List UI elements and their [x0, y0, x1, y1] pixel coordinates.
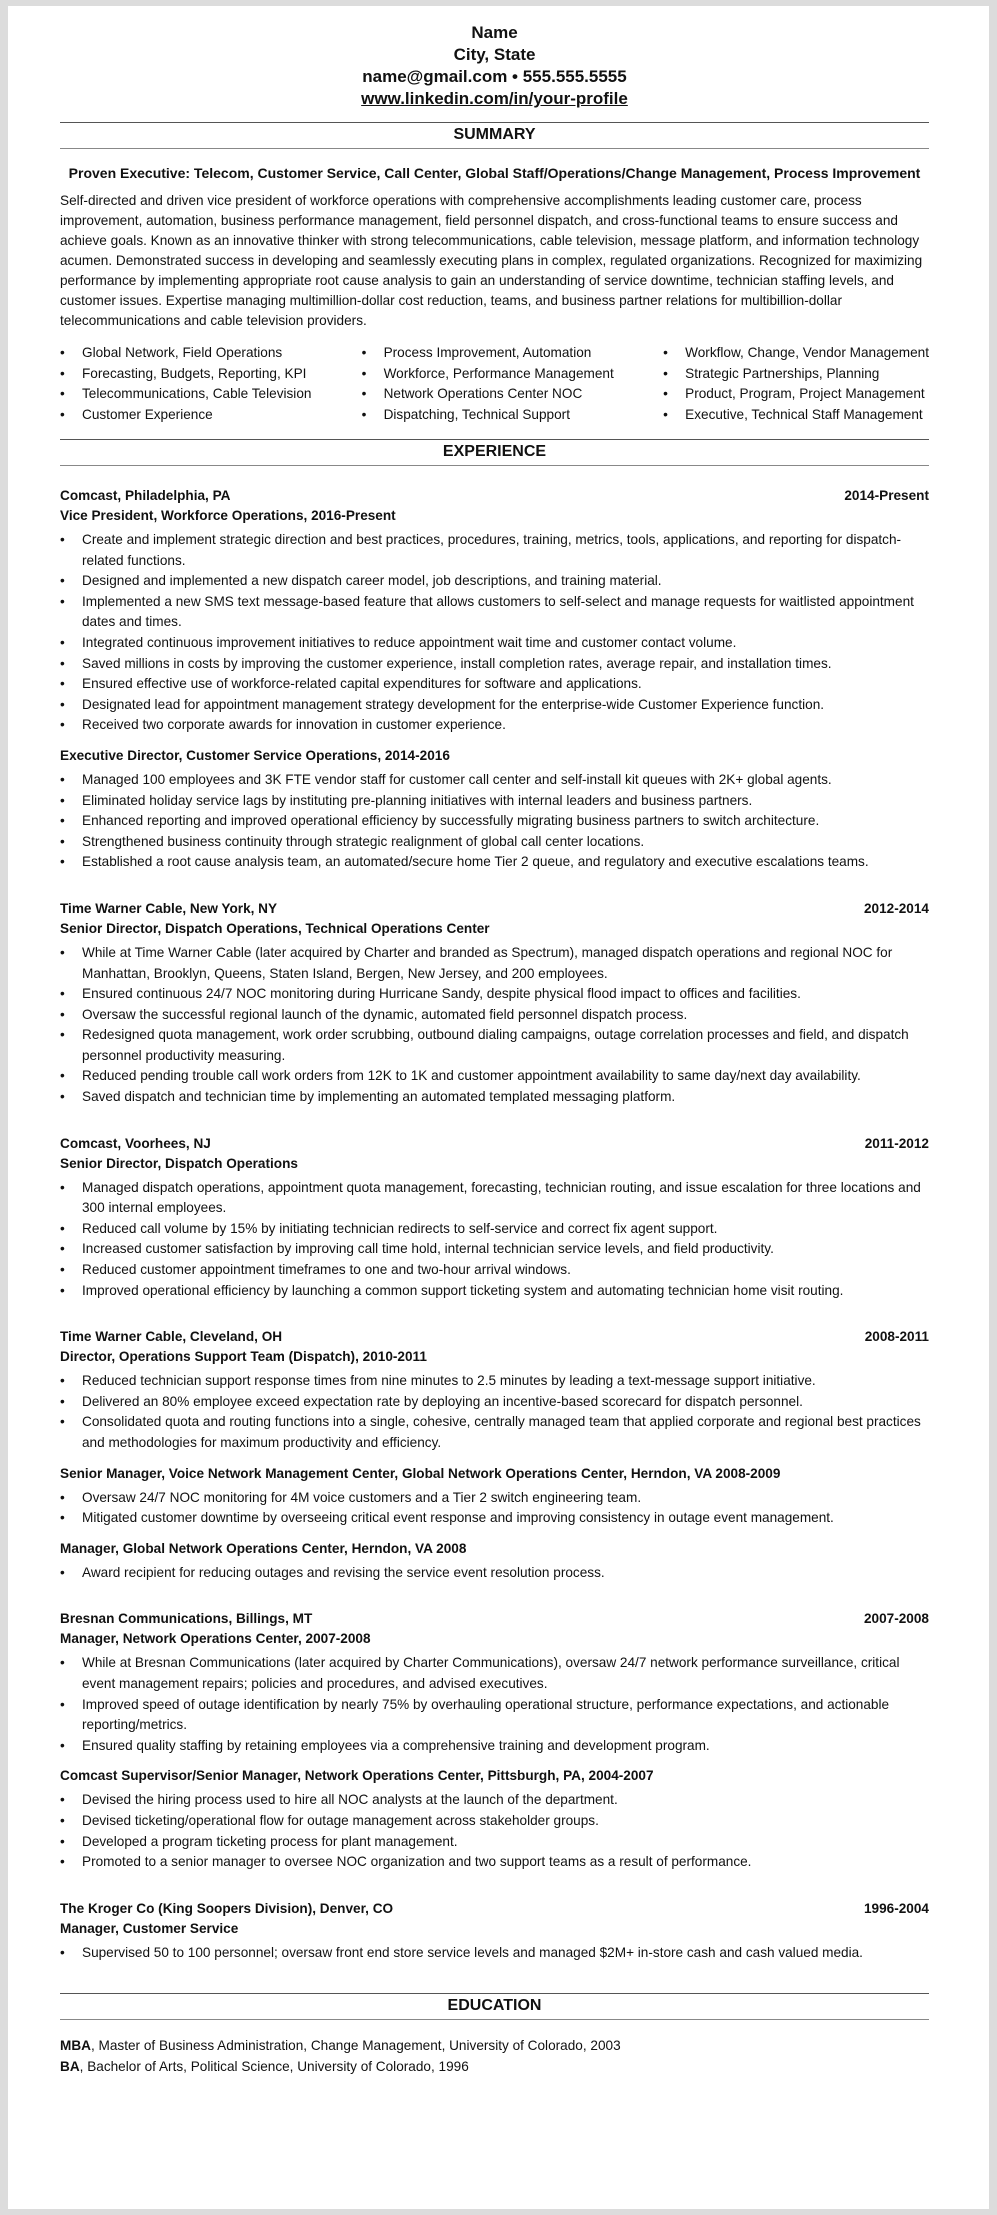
bullet-item: • Devised ticketing/operational flow for outage management across stakeholder groups. — [82, 1811, 929, 1832]
skills-column-3 — [663, 343, 929, 425]
bullet-list — [60, 1488, 929, 1529]
degree-text: , Bachelor of Arts, Political Science, University of Colorado, 1996 — [79, 2058, 469, 2074]
bullet-item: • Redesigned quota management, work order scrubbing, outbound dialing campaigns, outage correlation processes and field, and dispatch personnel productivity measuring. — [82, 1025, 929, 1066]
bullet-item: • Received two corporate awards for innovation in customer experience. — [82, 715, 929, 736]
company-name: Comcast, Philadelphia, PA — [60, 488, 231, 503]
bullet-item: • Oversaw 24/7 NOC monitoring for 4M voice customers and a Tier 2 switch engineering team. — [82, 1488, 929, 1509]
skill-item: • Forecasting, Budgets, Reporting, KPI — [82, 364, 362, 385]
bullet-list — [60, 1563, 929, 1584]
degree-entry — [60, 2036, 929, 2057]
job-title: Senior Director, Dispatch Operations, Technical Operations Center — [60, 920, 490, 936]
bullet-item: • Managed dispatch operations, appointment quota management, forecasting, technician routing, and issue escalation for three locations and 300 internal employees. — [82, 1178, 929, 1219]
job-dates: 1996-2004 — [863, 1900, 929, 1916]
job-header — [60, 1899, 929, 1919]
job-header — [60, 486, 929, 506]
job-dates: 2011-2012 — [864, 1135, 929, 1151]
job-entry — [60, 1899, 929, 1964]
job-title: Manager, Network Operations Center, 2007-2008 — [60, 1631, 371, 1647]
sub-job-title: Comcast Supervisor/Senior Manager, Network Operations Center, Pittsburgh, PA, 2004-2007 — [60, 1768, 654, 1784]
skill-item: • Process Improvement, Automation — [384, 343, 664, 364]
bullet-item: • While at Time Warner Cable (later acquired by Charter and branded as Spectrum), managed dispatch operations and regional NOC for Manhattan, Brooklyn, Queens, Staten Island, Bergen, New Jersey, and 200 employees. — [82, 943, 929, 984]
resume-header — [60, 22, 929, 110]
job-entry — [60, 1327, 929, 1583]
skill-item: • Product, Program, Project Management — [685, 384, 929, 405]
bullet-item: • Reduced pending trouble call work orders from 12K to 1K and customer appointment availability to same day/next day availability. — [82, 1066, 929, 1087]
bullet-item: • Increased customer satisfaction by improving call time hold, internal technician service levels, and field productivity. — [82, 1239, 929, 1260]
bullet-item: • Consolidated quota and routing functions into a single, cohesive, centrally managed team that applied corporate and regional best practices and methodologies for maximum productivity and efficiency. — [82, 1412, 929, 1453]
job-title: Manager, Customer Service — [60, 1920, 239, 1936]
job-title: Senior Director, Dispatch Operations — [60, 1155, 298, 1171]
divider — [60, 2019, 929, 2020]
candidate-contact: name@gmail.com • 555.555.5555 — [362, 67, 627, 86]
divider — [60, 148, 929, 149]
job-dates: 2008-2011 — [864, 1329, 929, 1345]
degree-abbr: MBA — [60, 2038, 91, 2054]
divider — [60, 465, 929, 466]
bullet-item: • Integrated continuous improvement initiatives to reduce appointment wait time and customer contact volume. — [82, 633, 929, 654]
bullet-item: • Strengthened business continuity through strategic realignment of global call center locations. — [82, 832, 929, 853]
bullet-item: • Enhanced reporting and improved operational efficiency by successfully migrating business partners to switch architecture. — [82, 811, 929, 832]
bullet-item: • Ensured effective use of workforce-related capital expenditures for software and applications. — [82, 674, 929, 695]
job-header — [60, 1609, 929, 1629]
bullet-list — [60, 770, 929, 873]
education-list — [60, 2036, 929, 2077]
company-name: Time Warner Cable, Cleveland, OH — [60, 1329, 283, 1345]
company-name: The Kroger Co (King Soopers Division), Denver, CO — [60, 1900, 394, 1916]
skill-item: • Customer Experience — [82, 405, 362, 426]
degree-entry — [60, 2057, 929, 2078]
job-dates: 2014-Present — [844, 488, 929, 503]
bullet-list — [60, 530, 929, 736]
bullet-item: • Developed a program ticketing process for plant management. — [82, 1832, 929, 1853]
job-entry — [60, 899, 929, 1108]
experience-list — [60, 486, 929, 1963]
sub-job-title: Senior Manager, Voice Network Management Center, Global Network Operations Center, Herndon, VA 2008-2009 — [60, 1465, 781, 1481]
bullet-item: • Reduced customer appointment timeframes to one and two-hour arrival windows. — [82, 1260, 929, 1281]
skill-item: • Strategic Partnerships, Planning — [685, 364, 929, 385]
bullet-item: • Create and implement strategic direction and best practices, procedures, training, metrics, tools, applications, and reporting for dispatch-related functions. — [82, 530, 929, 571]
summary-tagline: Proven Executive: Telecom, Customer Service, Call Center, Global Staff/Operations/Change Management, Process Improvement — [68, 165, 921, 181]
education-heading: EDUCATION — [447, 1997, 542, 2015]
job-dates: 2007-2008 — [863, 1611, 929, 1627]
bullet-item: • Oversaw the successful regional launch of the dynamic, automated field personnel dispatch process. — [82, 1005, 929, 1026]
bullet-item: • Designed and implemented a new dispatch career model, job descriptions, and training material. — [82, 571, 929, 592]
bullet-item: • Devised the hiring process used to hire all NOC analysts at the launch of the department. — [82, 1790, 929, 1811]
candidate-name: Name — [471, 23, 518, 42]
bullet-item: • Implemented a new SMS text message-based feature that allows customers to self-select and manage requests for waitlisted appointment dates and times. — [82, 592, 929, 633]
job-entry — [60, 1134, 929, 1302]
bullet-item: • Saved dispatch and technician time by implementing an automated templated messaging platform. — [82, 1087, 929, 1108]
bullet-list — [60, 1178, 929, 1302]
skill-item: • Global Network, Field Operations — [82, 343, 362, 364]
bullet-item: • Delivered an 80% employee exceed expectation rate by deploying an incentive-based scorecard for dispatch personnel. — [82, 1392, 929, 1413]
job-title: Vice President, Workforce Operations, 2016-Present — [60, 508, 396, 523]
company-name: Comcast, Voorhees, NJ — [60, 1135, 211, 1151]
summary-heading: SUMMARY — [453, 126, 536, 143]
bullet-item: • Reduced technician support response times from nine minutes to 2.5 minutes by leading a text-message support initiative. — [82, 1371, 929, 1392]
resume-page — [8, 6, 989, 2209]
bullet-item: • Reduced call volume by 15% by initiating technician redirects to self-service and correct fix agent support. — [82, 1219, 929, 1240]
job-entry — [60, 486, 929, 873]
skills-column-1 — [60, 343, 362, 425]
linkedin-link[interactable]: www.linkedin.com/in/your-profile — [361, 89, 628, 108]
candidate-location: City, State — [453, 45, 536, 64]
job-header — [60, 899, 929, 919]
bullet-item: • Ensured continuous 24/7 NOC monitoring during Hurricane Sandy, despite physical flood impact to offices and facilities. — [82, 984, 929, 1005]
experience-heading: EXPERIENCE — [442, 443, 547, 460]
bullet-list — [60, 1790, 929, 1872]
skill-item: • Network Operations Center NOC — [384, 384, 664, 405]
bullet-list — [60, 943, 929, 1108]
bullet-item: • Saved millions in costs by improving the customer experience, install completion rates, average repair, and installation times. — [82, 654, 929, 675]
summary-paragraph: Self-directed and driven vice president of workforce operations with comprehensive accomplishments leading customer care, process improvement, automation, business performance management, field personnel dispatch, and cross-functional teams to ensure success and achieve goals. Known as an innovative thinker with strong telecommunications, cable television, message platform, and information technology acumen. Demonstrated success in developing and seamlessly executing plans in complex, regulated organizations. Recognized for maximizing performance by implementing appropriate root cause analysis to gain an understanding of service downtime, technician staffing levels, and customer issues. Expertise managing multimillion-dollar cost reduction, teams, and business partner relations for multibillion-dollar telecommunications and cable television providers. — [60, 193, 923, 328]
skills-column-2 — [362, 343, 664, 425]
sub-job-title: Manager, Global Network Operations Center, Herndon, VA 2008 — [60, 1540, 467, 1556]
job-title: Director, Operations Support Team (Dispatch), 2010-2011 — [60, 1349, 427, 1365]
skill-item: • Dispatching, Technical Support — [384, 405, 664, 426]
bullet-list — [60, 1653, 929, 1756]
bullet-list — [60, 1943, 929, 1964]
bullet-item: • Supervised 50 to 100 personnel; oversaw front end store service levels and managed $2M+ in-store cash and cash valued media. — [82, 1943, 929, 1964]
bullet-item: • Improved operational efficiency by launching a common support ticketing system and automating technician home visit routing. — [82, 1281, 929, 1302]
bullet-item: • Promoted to a senior manager to oversee NOC organization and two support teams as a result of performance. — [82, 1852, 929, 1873]
bullet-item: • Improved speed of outage identification by nearly 75% by overhauling operational structure, performance expectations, and actionable reporting/metrics. — [82, 1695, 929, 1736]
bullet-item: • Ensured quality staffing by retaining employees via a comprehensive training and development program. — [82, 1736, 929, 1757]
company-name: Bresnan Communications, Billings, MT — [60, 1611, 313, 1627]
bullet-item: • Established a root cause analysis team, an automated/secure home Tier 2 queue, and regulatory and executive escalations teams. — [82, 852, 929, 873]
job-dates: 2012-2014 — [863, 900, 929, 916]
bullet-item: • Managed 100 employees and 3K FTE vendor staff for customer call center and self-install kit queues with 2K+ global agents. — [82, 770, 929, 791]
skill-item: • Workflow, Change, Vendor Management — [685, 343, 929, 364]
bullet-item: • Mitigated customer downtime by overseeing critical event response and improving consistency in outage event management. — [82, 1508, 929, 1529]
bullet-item: • Award recipient for reducing outages and revising the service event resolution process. — [82, 1563, 929, 1584]
skills-grid — [60, 343, 929, 425]
job-entry — [60, 1609, 929, 1872]
company-name: Time Warner Cable, New York, NY — [60, 900, 278, 916]
job-header — [60, 1327, 929, 1347]
sub-job-title: Executive Director, Customer Service Operations, 2014-2016 — [60, 747, 450, 763]
skill-item: • Workforce, Performance Management — [384, 364, 664, 385]
degree-text: , Master of Business Administration, Change Management, University of Colorado, 2003 — [90, 2038, 621, 2054]
skill-item: • Telecommunications, Cable Television — [82, 384, 362, 405]
job-header — [60, 1134, 929, 1154]
degree-abbr: BA — [60, 2058, 80, 2074]
bullet-item: • Eliminated holiday service lags by instituting pre-planning initiatives with internal leaders and business partners. — [82, 791, 929, 812]
skill-item: • Executive, Technical Staff Management — [685, 405, 929, 426]
bullet-list — [60, 1371, 929, 1453]
bullet-item: • While at Bresnan Communications (later acquired by Charter Communications), oversaw 24/7 network performance surveillance, critical event management repairs; policies and procedures, and advised executives. — [82, 1653, 929, 1694]
bullet-item: • Designated lead for appointment management strategy development for the enterprise-wide Customer Experience function. — [82, 695, 929, 716]
